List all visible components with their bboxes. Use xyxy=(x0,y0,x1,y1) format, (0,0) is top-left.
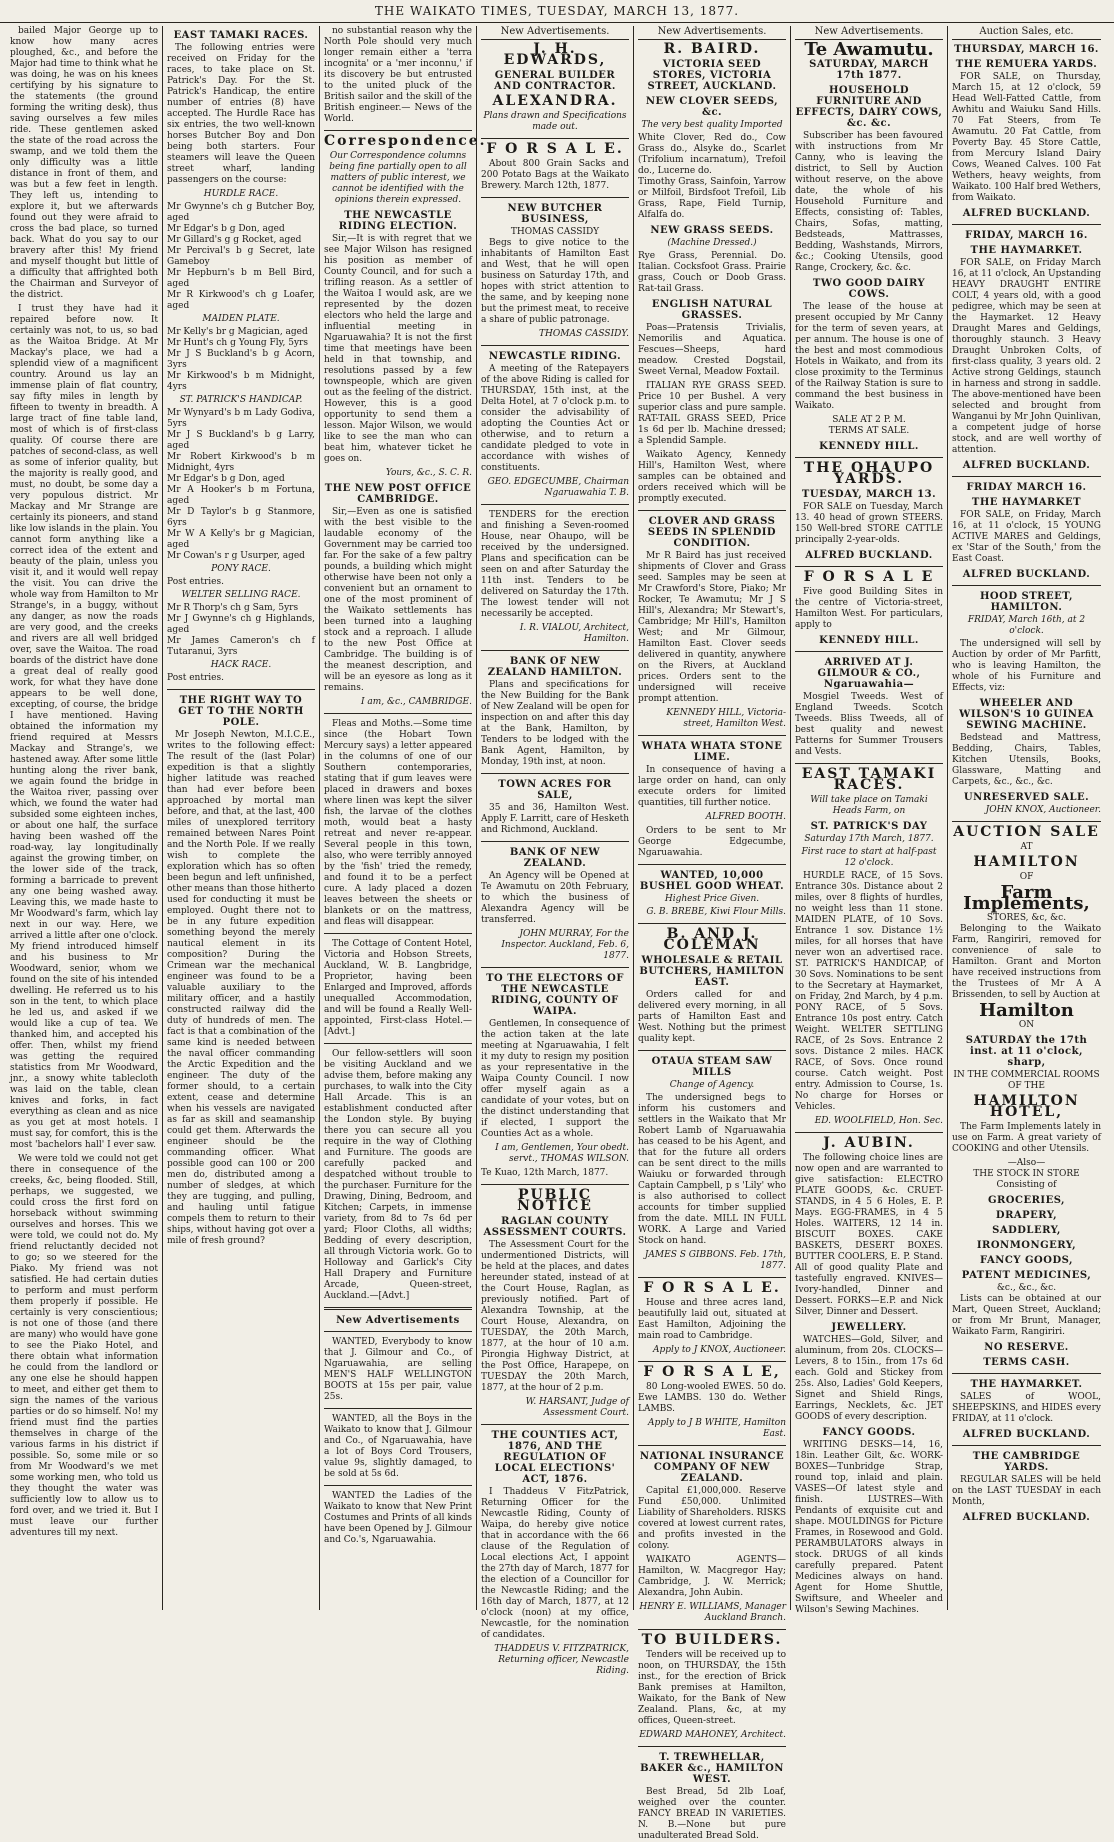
advert-title: HOOD STREET, HAMILTON. xyxy=(979,591,1074,613)
advert-title: F O R S A L E. xyxy=(486,141,624,157)
race-heading: WELTER SELLING RACE. xyxy=(181,590,301,600)
advert-text: House and three acres land, beautifully laid out, situated at East Hamilton, Adjoining the main road to Cambridge. xyxy=(638,1298,786,1341)
advert-signature: G. B. BREBE, Kiwi Flour Mills. xyxy=(646,907,786,917)
advert-signature: GEO. EDGECUMBE, Chairman Ngaruawahia T. B. xyxy=(487,477,629,498)
advert-title: THE COUNTIES ACT, 1876, AND THE REGULATION OF LOCAL ELECTIONS' ACT, 1876. xyxy=(491,1430,619,1485)
entry: Mr Kirkwood's b m Midnight, 4yrs xyxy=(167,371,315,392)
advert-note: Plans drawn and Specifications made out. xyxy=(483,111,627,132)
advert-signature: ED. WOOLFIELD, Hon. Sec. xyxy=(814,1116,943,1126)
column-heading: New Advertisements. xyxy=(481,26,629,40)
entry: Mr D Taylor's b g Stanmore, 6yrs xyxy=(167,507,315,528)
advert-title: PUBLIC NOTICE xyxy=(517,1187,593,1214)
advert-note: SALE AT 2 P. M. xyxy=(832,415,906,425)
advert-place: Hamilton xyxy=(979,1000,1074,1021)
advert-note: Highest Price Given. xyxy=(664,894,760,904)
article-text: Fleas and Moths.—Some time since (the Hobart Town Mercury says) a letter appeared in the columns of one of our Southern contemporaries, stating that if gum leaves were placed in drawers and boxes where linen was kept the silver fish, the larvae of the clothes moth, would beat a hasty retreat and never re-appear. Several people in this town, also, who were terribly annoyed by the 'fish' tried the remedy, and found it to be a perfect cure. A lady placed a dozen leaves between the sheets or blankets or on the mattress, and fleas will disappear. xyxy=(324,719,472,927)
advert-subtitle: NEW GRASS SEEDS. xyxy=(650,225,774,236)
advert-text: REGULAR SALES will be held on the LAST TUESDAY in each Month, xyxy=(952,1475,1101,1507)
entry: Mr Hepburn's b m Bell Bird, aged xyxy=(167,268,315,289)
entry: Mr Percival's b g Secret, late Gameboy xyxy=(167,246,315,267)
column-heading: New Advertisements. xyxy=(638,26,786,40)
advert-title: F O R S A L E xyxy=(803,569,935,585)
divider xyxy=(795,651,943,652)
advert-title: BANK OF NEW ZEALAND HAMILTON. xyxy=(487,656,623,678)
advert-note: TERMS CASH. xyxy=(983,1357,1070,1368)
letter-heading: THE NEWCASTLE RIDING ELECTION. xyxy=(338,210,458,232)
advert-subtitle: WHOLESALE & RETAIL BUTCHERS, HAMILTON EAST. xyxy=(639,955,785,988)
divider xyxy=(324,1408,472,1409)
advert-title: THE HAYMARKET xyxy=(971,497,1082,508)
entry: Mr J Gwynne's ch g Highlands, aged xyxy=(167,614,315,635)
advert-text: Begs to give notice to the inhabitants of Hamilton East and West, that he will open business on Saturday 17th, and hopes with strict attention to the same, and by keeping none but the primest meat, to receive a share of public patronage. xyxy=(481,238,629,325)
advert-text: Lists can be obtained at our Mart, Queen Street, Auckland; or from Mr Brunt, Manager, Waikato Farm, Rangiriri. xyxy=(952,1294,1101,1337)
article-heading: EAST TAMAKI RACES. xyxy=(173,30,309,41)
advert-title: AUCTION SALE xyxy=(953,824,1100,840)
stock-item: SADDLERY, xyxy=(992,1225,1061,1236)
race-heading: HURDLE RACE. xyxy=(203,189,279,199)
advert-signature: ALFRED BUCKLAND. xyxy=(962,1429,1091,1440)
divider xyxy=(638,1629,786,1630)
advert-subtitle: RAGLAN COUNTY ASSESSMENT COURTS. xyxy=(483,1216,627,1238)
article-text: Mr Joseph Newton, M.I.C.E., writes to the following effect: The result of the (last Polar) expedition is that a slightly higher latitude was reached than had ever before been approached by mortal man before, and that, at the last, 400 miles of unexplored territory remained between Nares Point and the North Pole. If we really wish to complete the exploration which has so often been begun and left unfinished, other means than those hitherto used for conducting it must be employed. Ought there not to be in any future expedition something beyond the merely nautical element in its composition? During the Crimean war the mechanical engineer was found to be a valuable auxiliary to the military officer, and a hastily constructed railway did the duty of hundreds of men. The fact is that a combination of the same kind is needed between the naval officer commanding the Arctic Expedition and the engineer. The duty of the former should, to a certain extent, cease and determine when his vessels are navigated as far as skill and seamanship could get them. Afterwards the engineer should be the commanding officer. What possible good can 100 or 200 men do, distributed among a number of sledges, at which they are tugging, and pulling, and hauling until fatigue compels them to return to their ships, without having got over a mile of fresh ground? xyxy=(167,730,315,1246)
advert-title: HAMILTON HOTEL, xyxy=(973,1093,1080,1120)
advert-word: ON xyxy=(1018,1020,1035,1030)
divider xyxy=(795,763,943,764)
divider xyxy=(481,504,629,505)
advert-signature: HENRY E. WILLIAMS, Manager Auckland Branch. xyxy=(639,1602,786,1623)
column-2 xyxy=(163,26,320,1610)
advert-date: Te Kuao, 12th March, 1877. xyxy=(481,1168,609,1178)
advert-text: An Agency will be Opened at Te Awamutu on 20th February, to which the business of Alexandra Agency will be transferred. xyxy=(481,871,629,925)
advert-subtitle: ST. PATRICK'S DAY xyxy=(810,821,928,832)
divider xyxy=(952,585,1101,586)
advert-subtitle: GENERAL BUILDER AND CONTRACTOR. xyxy=(494,70,616,92)
entry: Post entries. xyxy=(167,673,224,683)
advert-date: SATURDAY the 17th inst. at 11 o'clock, sharp, xyxy=(965,1035,1088,1068)
divider xyxy=(481,345,629,346)
advert-text: Waikato Agency, Kennedy Hill's, Hamilton West, where samples can be obtained and orders received which will be promptly executed. xyxy=(638,450,786,504)
entry-list xyxy=(167,408,315,562)
divider xyxy=(638,1277,786,1278)
article-text: The following entries were received on Friday for the races, to take place on St. Patrick's Day. For the St. Patrick's Handicap, the entire number of entries (8) have accepted. The Hurdle Race has six entries, the two well-known horses Butcher Boy and Don being both starters. Four steamers will leave the Queen street wharf, landing passengers on the course: xyxy=(167,43,315,185)
advert-subtitle: VICTORIA SEED STORES, VICTORIA STREET, AUCKLAND. xyxy=(647,59,777,92)
advert-text: The undersigned begs to inform his customers and settlers in the Waikato that Mr Robert Lamb of Ngaruawahia has ceased to be his Agent, and that for the future all orders can be sent direct to the mills Waiuku or forwarded through Captain Campbell, p s 'Lily' who is also authorised to collect accounts for timber supplied from the date. MILL IN FULL WORK. A Large and Varied Stock on hand. xyxy=(638,1093,786,1246)
advert-text: The Farm Implements lately in use on Farm. A great variety of COOKING and other Utensils. xyxy=(952,1122,1101,1154)
columns xyxy=(6,26,1108,1841)
advert-word: —Also— xyxy=(1007,1158,1046,1168)
divider xyxy=(638,864,786,865)
advert-text: WAIKATO AGENTS— Hamilton, W. Macgregor Hay; Cambridge, J. W. Merrick; Alexandra, John Aubin. xyxy=(638,1555,786,1598)
advert-subtitle: WHEELER AND WILSON'S 10 GUINEA SEWING MACHINE. xyxy=(959,698,1094,731)
advert-date: FRIDAY, MARCH 16. xyxy=(965,230,1088,241)
advert-date: Saturday 17th March, 1877. xyxy=(804,834,934,844)
advert-text: ITALIAN RYE GRASS SEED. Price 10 per Bushel. A very superior class and pure sample. RAT-TAIL GRASS SEED, Price 1s 6d per lb. Machine dressed; a Splendid Sample. xyxy=(638,381,786,446)
divider xyxy=(324,933,472,934)
entry: Mr Gwynne's ch g Butcher Boy, aged xyxy=(167,202,315,223)
divider xyxy=(638,510,786,511)
advert-subtitle: NEW CLOVER SEEDS, &c. xyxy=(645,96,779,118)
advert-signature: ALFRED BUCKLAND. xyxy=(805,550,933,561)
advert-signature: Apply to J B WHITE, Hamilton East. xyxy=(648,1418,786,1439)
column-heading: Auction Sales, etc. xyxy=(952,26,1101,40)
race-heading: MAIDEN PLATE. xyxy=(202,314,280,324)
advert-title: F O R S A L E. xyxy=(643,1280,781,1296)
advert-signature: ALFRED BUCKLAND. xyxy=(962,208,1091,219)
advert-title: THE REMUERA YARDS. xyxy=(955,59,1098,70)
article-text: no substantial reason why the North Pole should very much longer remain either a 'terra incognita' or a 'mer inconnu,' if its discovery be but entrusted to the united pluck of the British sailor and the skill of the British engineer.— News of the World. xyxy=(324,26,472,124)
advert-text: Best Bread, 5d 2lb Loaf, weighed over the counter. FANCY BREAD IN VARIETIES. N. B.—None but pure unadulterated Bread Sold. xyxy=(638,1787,786,1841)
entry: Post entries. xyxy=(167,577,224,587)
advert-text: Belonging to the Waikato Farm, Rangiriri, removed for convenience of sale to Hamilton. Grant and Morton have received instructions from the Trustees of Mr A A Brissenden, to sell by Auction at xyxy=(952,924,1101,1000)
advert-title: J. H. EDWARDS, xyxy=(503,41,607,68)
advert-text: WRITING DESKS—14, 16, 18in. Leather Gilt, &c. WORK-BOXES—Tunbridge Strap, round top, inlaid and plain. VASES—Of latest style and finish. LUSTRES—With Pendants of exquisite cut and shape. MOULDINGS for Picture Frames, in Rosewood and Gold. PERAMBULATORS always in stock. DRUGS of all kinds carefully prepared. Patent Medicines always on hand. Agent for Home Shuttle, Swiftsure, and Wheeler and Wilson's Sewing Machines. xyxy=(795,1440,943,1615)
advert-title: THE CAMBRIDGE YARDS. xyxy=(972,1451,1081,1473)
advert-date: FRIDAY MARCH 16. xyxy=(966,482,1087,493)
entry: Mr R Thorp's ch g Sam, 5yrs xyxy=(167,603,299,613)
divider xyxy=(481,841,629,842)
entry-list xyxy=(167,603,315,658)
advert-note: IN THE COMMERCIAL ROOMS OF THE xyxy=(953,1070,1100,1091)
divider xyxy=(795,457,943,458)
divider xyxy=(952,1445,1101,1446)
race-heading: HACK RACE. xyxy=(210,660,272,670)
advert-text: Gentlemen, In consequence of the action taken at the late meeting at Ngaruawahia, I felt it my duty to resign my position as your representative in the Waipa County Council. I now offer myself again as a candidate of your votes, but on the distinct understanding that if elected, I support the Counties Act as a whole. xyxy=(481,1019,629,1139)
divider xyxy=(638,1746,786,1747)
article-text: bailed Major George up to know how many acres ploughed, &c., and before the Major had time to think what he was doing, he was on his knees certifying by his signature to the statements (the ground forming the writing desk), thus saving ourselves a few miles ride. These gentlemen asked the state of the road across the swamp, and we told them the only difficulty was a little distance in front of them, and was but a few feet in length. They left us, intending to explore it, but we afterwards found out they were afraid to cross the bad place, so turned back. What do you say to our bravery after this! My friend and myself thought but little of a difficulty that affrighted both the Chairman and Surveyor of the district. xyxy=(10,26,158,300)
seed-list: Timothy Grass, Sainfoin, Yarrow or Milfoil, Birdsfoot Trefoil, Lib Grass, Rape, Field Turnip, Alfalfa do. xyxy=(638,177,786,220)
advert-signature: THADDEUS V. FITZPATRICK, Returning officer, Newcastle Riding. xyxy=(494,1644,629,1676)
advert-signature: I. R. VIALOU, Architect, Hamilton. xyxy=(519,623,629,644)
advert-text: 80 Long-wooled EWES. 50 do. Ewe LAMBS. 130 do. Wether LAMBS. xyxy=(638,1382,786,1414)
advert-date: SATURDAY, MARCH 17th 1877. xyxy=(809,59,929,81)
entry: Mr J S Buckland's b g Larry, aged xyxy=(167,430,315,451)
advert-text: WANTED, Everybody to know that J. Gilmour and Co., of Ngaruawahia, are selling MEN'S HALF WELLINGTON BOOTS at 15s per pair, value 25s. xyxy=(324,1337,472,1402)
advert-text: Subscriber has been favoured with instructions from Mr Canny, who is leaving the district, to Sell by Auction without reserve, on the above date, the whole of his Household Furniture and Effects, consisting of: Tables, Chairs, Sofas, matting, Bedsteads, Mattrasses, Bedding, Washstands, Mirrors, &c.; Cooking Utensils, good Range, Crockery, &c. &c. xyxy=(795,131,943,273)
advert-title: THE OHAUPO YARDS. xyxy=(803,460,935,487)
advert-text: FOR SALE, on Friday, March 16, at 11 o'clock, 15 YOUNG ACTIVE MARES and Geldings, ex 'Star of the South,' from the East Coast. xyxy=(952,510,1101,564)
advert-text: Five good Building Sites in the centre of Victoria-street, Hamilton West. For particulars, apply to xyxy=(795,587,943,630)
advert-text: FOR SALE, on Friday March 16, at 11 o'clock, An Upstanding HEAVY DRAUGHT ENTIRE COLT, 4 years old, with a good pedigree, which may be seen at the Haymarket. 12 Heavy Draught Mares and Geldings, thoroughly staunch. 3 Heavy Draught Unbroken Colts, of first-class quality, 3 years old. 2 Active strong Geldings, staunch in harness and strong in saddle. The above-mentioned have been selected and brought from Wanganui by Mr John Quinlivan, a competent judge of horse stock, and are well worthy of attention. xyxy=(952,258,1101,455)
advert-title: THE HAYMARKET. xyxy=(970,1379,1083,1390)
advert-name: THOMAS CASSIDY xyxy=(510,227,600,237)
divider xyxy=(324,1043,472,1044)
advert-signature: KENNEDY HILL. xyxy=(819,635,919,646)
advert-note: TERMS AT SALE. xyxy=(828,426,910,436)
advert-text: The undersigned will sell by Auction by order of Mr Parfitt, who is leaving Hamilton, the whole of his Furniture and Effects, viz: xyxy=(952,639,1101,693)
advert-text: TENDERS for the erection and finishing a Seven-roomed House, near Ohaupo, will be received by the undersigned. Plans and specification can be seen on and after Saturday the 11th inst. Tenders to be delivered on Saturday the 17th. The lowest tender will not necessarily be accepted. xyxy=(481,510,629,619)
letter-signature: I am, &c., CAMBRIDGE. xyxy=(360,697,472,707)
advert-signature: ALFRED BUCKLAND. xyxy=(962,460,1091,471)
advert-date: THURSDAY, MARCH 16. xyxy=(954,44,1099,55)
divider xyxy=(324,1307,472,1310)
divider xyxy=(481,197,629,198)
advert-note: Change of Agency. xyxy=(669,1080,755,1090)
advert-text: About 800 Grain Sacks and 200 Potato Bags at the Waikato Brewery. March 12th, 1877. xyxy=(481,159,629,191)
stock-item: GROCERIES, xyxy=(987,1195,1066,1206)
divider xyxy=(481,650,629,651)
advert-text: Poas—Pratensis Trivialis, Nemorilis and Aquatica. Fescues—Sheeps, hard meadow. Crested Dogstail, Sweet Vernal, Meadow Foxtail. xyxy=(638,323,786,377)
advert-signature: KENNEDY HILL. xyxy=(819,441,919,452)
advert-text: Tenders will be received up to noon, on THURSDAY, the 15th inst., for the erection of Brick Bank premises at Hamilton, Waikato, for the Bank of New Zealand. Plans, &c, at my offices, Queen-street. xyxy=(638,1650,786,1726)
stock-item: IRONMONGERY, xyxy=(976,1240,1077,1251)
entry: Mr Wynyard's b m Lady Godiva, 5yrs xyxy=(167,408,315,429)
divider xyxy=(481,1424,629,1425)
advert-signature: KENNEDY HILL, Victoria-street, Hamilton West. xyxy=(666,708,786,729)
advert-subtitle: FANCY GOODS. xyxy=(822,1427,916,1438)
article-heading: THE RIGHT WAY TO GET TO THE NORTH POLE. xyxy=(178,695,304,728)
advert-word: OF xyxy=(1019,872,1034,882)
advert-date: FRIDAY, March 16th, at 2 o'clock. xyxy=(967,615,1086,636)
column-6 xyxy=(791,26,948,1615)
advert-title: F O R S A L E, xyxy=(643,1364,781,1380)
divider xyxy=(952,1373,1101,1374)
article-text: The Cottage of Content Hotel, Victoria and Hobson Streets, Auckland, W. B. Langbridge, Proprietor, having been Enlarged and Improved, affords unequalled Accommodation, and will be found a Really Well-appointed, First-class Hotel.—[Advt.] xyxy=(324,939,472,1037)
advert-signature: Apply to J KNOX, Auctioneer. xyxy=(652,1345,786,1355)
advert-title: WHATA WHATA STONE LIME. xyxy=(641,741,783,763)
entry: Mr R Kirkwood's ch g Loafer, aged xyxy=(167,290,315,311)
entry: Mr Edgar's b g Don, aged xyxy=(167,224,285,234)
advert-subtitle: STORES, &c, &c. xyxy=(986,913,1067,923)
advert-signature: ALFRED BUCKLAND. xyxy=(962,1512,1091,1523)
entry: Mr Gillard's g g Rocket, aged xyxy=(167,235,302,245)
advert-text: FOR SALE, on Thursday, March 15, at 12 o'clock, 59 Head Well-Fatted Cattle, from Awhitu and Waiuku Sand Hills. 70 Fat Steers, from Te Awamutu. 20 Fat Cattle, from Poverty Bay. 45 Store Cattle, from Mercury Island Dairy Cows, Weaned Calves. 100 Fat Wethers, heavy weights, from Waikato. 100 Half bred Wethers, from Waikato. xyxy=(952,72,1101,203)
divider xyxy=(795,1132,943,1133)
divider xyxy=(952,224,1101,225)
advert-note: (Machine Dressed.) xyxy=(667,238,757,248)
advert-text: The lease of the house at present occupied by Mr Canny for the term of seven years, at per annum. The house is one of the best and most commodious Hotels in Waikato, and from its close proximity to the Terminus of the Railway Station is sure to command the best business in Waikato. xyxy=(795,302,943,411)
advert-text: FOR SALE on Tuesday, March 13. 40 head of grown STEERS. 150 Well-bred STORE CATTLE principally 2-year-olds. xyxy=(795,502,943,545)
advert-title: WANTED, 10,000 BUSHEL GOOD WHEAT. xyxy=(639,870,785,892)
section-note: Our Correspondence columns being fine partially open to all matters of public interest, we cannot be identified with the opinions therein expressed. xyxy=(329,151,467,205)
entry: Mr A Hooker's b m Fortuna, aged xyxy=(167,485,315,506)
advert-note: The very best quality Imported xyxy=(641,120,783,130)
advert-subtitle: HOUSEHOLD FURNITURE AND EFFECTS, DAIRY COWS, &c. &c. xyxy=(795,85,943,129)
advert-text: Orders to be sent to Mr George Edgecumbe, Ngaruawahia. xyxy=(638,826,786,858)
advert-text: Capital £1,000,000. Reserve Fund £50,000. Unlimited Liability of Shareholders. RISKS covered at lowest current rates, and profits invested in the colony. xyxy=(638,1486,786,1551)
column-4 xyxy=(477,26,634,1676)
advert-title: BANK OF NEW ZEALAND. xyxy=(509,847,601,869)
advert-date: TUESDAY, MARCH 13. xyxy=(801,489,937,500)
advert-subtitle: ENGLISH NATURAL GRASSES. xyxy=(651,299,773,321)
advert-text: SALES of WOOL, SHEEPSKINS, and HIDES every FRIDAY, at 11 o'clock. xyxy=(952,1392,1101,1424)
advert-text: The Assessment Court for the undermentioned Districts, will be held at the places, and dates hereunder stated, instead of at the Court House, Raglan, as previously notified. Part of Alexandra Township, at the Court House, Alexandra, on TUESDAY, the 20th March, 1877, at the hour of 10 a.m. Pirongia Highway District, at the Post Office, Harapepe, on TUESDAY the 20th March, 1877, at the hour of 2 p.m. xyxy=(481,1240,629,1393)
divider xyxy=(324,1485,472,1486)
advert-title: NEWCASTLE RIDING. xyxy=(488,351,622,362)
divider xyxy=(638,1050,786,1051)
advert-word: AT xyxy=(1020,842,1033,852)
advert-text: I Thaddeus V FitzPatrick, Returning Officer for the Newcastle Riding, County of Waipa, do hereby give notice that in accordance with the 66 clause of the Regulation of Local elections Act, I appoint the 27th day of March, 1877 for the election of a Councillor for the Newcastle Riding; and the 16th day of March, 1877, at 12 o'clock (noon) at my office, Newcastle, for the nomination of candidates. xyxy=(481,1487,629,1640)
column-7 xyxy=(948,26,1105,1610)
divider xyxy=(324,713,472,714)
advert-title: B. AND J. COLEMAN xyxy=(663,926,761,953)
letter-heading: THE NEW POST OFFICE CAMBRIDGE. xyxy=(324,483,472,505)
entry: Mr Edgar's b g Don, aged xyxy=(167,474,285,484)
letter-text: Sir,—It is with regret that we see Major Wilson has resigned his position as member of County Council, and for such a trifling reason. As a settler of the Waitoa I would ask, are we represented by the dozen electors who held the large and influential meeting in Ngaruawahia? It is not the first time that meetings have been held in that township, and resolutions passed by a few townspeople, which are given out as the feeling of the district. However, this is a good opportunity to send them a lesson. Major Wilson, we would like to see the man who can beat him, whatever ticket he goes on. xyxy=(324,234,472,464)
advert-place: HAMILTON xyxy=(973,854,1080,870)
divider xyxy=(324,1331,472,1332)
letter-text: Sir,—Even as one is satisfied with the best visible to the laudable economy of the Government may be carried too far. For the sake of a few paltry pounds, a building which might otherwise have been not only a convenient but an ornament to one of the most prominent of the Waikato settlements has been turned into a laughing stock and a reproach. I allude to the new Post Office at Cambridge. The building is of the meanest description, and will be an eyesore as long as it remains. xyxy=(324,507,472,693)
advert-text: 35 and 36, Hamilton West. Apply F. Larritt, care of Hesketh and Richmond, Auckland. xyxy=(481,803,629,835)
entry-list xyxy=(167,202,315,312)
seed-list: Rye Grass, Perennial. Do. Italian. Cocksfoot Grass. Prairie grass, Couch or Doob Grass. Rat-tail Grass. xyxy=(638,251,786,294)
advert-title: TOWN ACRES FOR SALE, xyxy=(498,779,612,801)
stock-item: PATENT MEDICINES, xyxy=(961,1270,1092,1281)
advert-signature: W. HARSANT, Judge of Assessment Court. xyxy=(525,1397,629,1418)
advert-title: NATIONAL INSURANCE COMPANY OF NEW ZEALAND. xyxy=(639,1451,785,1484)
advert-signature: ALFRED BOOTH. xyxy=(705,812,786,822)
column-heading: New Advertisements. xyxy=(795,26,943,40)
column-5 xyxy=(634,26,791,1841)
advert-title: NEW BUTCHER BUSINESS, xyxy=(507,203,603,225)
advert-text: A meeting of the Ratepayers of the above Riding is called for THURSDAY, 15th inst, at the Delta Hotel, at 7 o'clock p.m. to consider the advisability of adopting the Counties Act or otherwise, and to return a candidate pledged to vote in accordance with wishes of constituents. xyxy=(481,364,629,473)
advert-title: OTAUA STEAM SAW MILLS xyxy=(651,1056,773,1078)
entry: Mr Cowan's r g Usurper, aged xyxy=(167,551,305,561)
divider xyxy=(638,1445,786,1446)
advert-signature: JOHN KNOX, Auctioneer. xyxy=(985,805,1101,815)
divider xyxy=(167,689,315,690)
divider xyxy=(481,773,629,774)
advert-text: Orders called for and delivered every morning, in all parts of Hamilton East and West. Nothing but the primest quality kept. xyxy=(638,990,786,1044)
advert-title: TO BUILDERS. xyxy=(641,1632,783,1648)
race-heading: PONY RACE. xyxy=(211,564,271,574)
article-text: Our fellow-settlers will soon be visiting Auckland and we advise them, before making any purchases, to walk into the City Hall Arcade. This is an establishment conducted after the London style. By buying there you can secure all you require in the way of Clothing and Furniture. The goods are carefully packed and despatched without trouble to the purchaser. Furniture for the Drawing, Dining, Bedroom, and Kitchen; Carpets, in immense variety, from 8d to 7s 6d per yard; Floor Cloths, all widths; Bedding of every description, all through Victoria work. Go to Holloway and Garlick's City Hall Drapery and Furniture Arcade, Queen-street, Auckland.—[Advt.] xyxy=(324,1049,472,1301)
entry: Mr J S Buckland's b g Acorn, 3yrs xyxy=(167,349,315,370)
advert-text: In consequence of having a large order on hand, can only execute orders for limited quantities, till further notice. xyxy=(638,765,786,808)
advert-text: Mr R Baird has just received shipments of Clover and Grass seed. Samples may be seen at Mr Crawford's Store, Piako; Mr Rocker, Te Awamutu; Mr J S Hill's, Alexandra; Mr Stewart's, Cambridge; Mr Hill's, Hamilton West; and Mr Gilmour, Hamilton East. Clover seeds delivered in quantity, anywhere on the Rivers, at Auckland prices. Orders sent to the undersigned will receive prompt attention. xyxy=(638,551,786,704)
advert-text: Bedstead and Mattress, Bedding, Chairs, Tables, Kitchen Utensils, Books, Glassware, Matting and Carpets, &c., &c., &c. xyxy=(952,733,1101,787)
stock-item: FANCY GOODS, xyxy=(980,1255,1073,1266)
advert-text: HURDLE RACE, of 15 Sovs. Entrance 30s. Distance about 2 miles, over 8 flights of hurdles, no weight less than 11 stone. MAIDEN PLATE, of 10 Sovs. Entrance 1 sov. Distance 1½ miles, for all horses that have never won an advertised race. ST. PATRICK'S HANDICAP, of 30 Sovs. Nominations to be sent to the Secretary at Haymarket, on Friday, 2nd March, by 4 p.m. PONY RACE, of 5 Sovs. Entrance 10s post entry. Catch Weight. WELTER SETTLING RACE, of 2s Sovs. Entrance 2 sovs. Distance 2 miles. HACK RACE, of Sovs. Once round course. Catch weight. Post entry. Admission to Course, 1s. No charge for Horses or Vehicles. xyxy=(795,871,943,1112)
entry: Mr Kelly's br g Magician, aged xyxy=(167,327,308,337)
divider xyxy=(481,138,629,139)
advert-place: ALEXANDRA. xyxy=(492,93,618,109)
article-text: We were told we could not get there in consequence of the creeks, &c, being flooded. Still, perhaps, we suggested, we could cross the first ford on horseback without swimming ourselves and horses. This we were told, we could not do. My friend reluctantly decided not to go; so we steered for the Piako. My friend was not satisfied. He had certain duties to perform and must perform them properly if possible. He certainly is very conscientious; is not one of those (and there are many) who would have gone to see the Piako Hotel, and there obtain what information he could from the landlord or any one else he should happen to meet, and either get them to sign the names of the various parties or do so himself. No! my friend must find the parties themselves in charge of the various farms in his district if possible. So, some mile or so from Mr Woodward's we met some working men, who told us they thought the water was sufficiently low to allow us to ford over, and we tried it. But I must leave our further adventures till my next. xyxy=(10,1154,158,1538)
advert-signature: THOMAS CASSIDY. xyxy=(539,329,629,339)
advert-word: &c., &c., &c. xyxy=(996,1283,1057,1293)
advert-note: Will take place on Tamaki Heads Farm, on xyxy=(810,795,928,816)
entry: Mr Robert Kirkwood's b m Midnight, 4yrs xyxy=(167,452,315,473)
column-1 xyxy=(6,26,163,1610)
advert-note: UNRESERVED SALE. xyxy=(963,792,1090,803)
letter-signature: Yours, &c., S. C. R. xyxy=(385,468,472,478)
advert-signature: EDWARD MAHONEY, Architect. xyxy=(639,1730,786,1740)
advert-title: Te Awamutu. xyxy=(804,39,934,60)
advert-title: ARRIVED AT J. GILMOUR & CO., Ngaruawahia— xyxy=(817,657,921,690)
advert-text: WANTED, all the Boys in the Waikato to know that J. Gilmour and Co., of Ngaruawahia, have a lot of Boys Cord Trousers, value 9s, slightly damaged, to be sold at 5s 6d. xyxy=(324,1414,472,1479)
column-3 xyxy=(320,26,487,1610)
advert-text: WANTED the Ladies of the Waikato to know that New Print Costumes and Prints of all kinds have been Opened by J. Gilmour and Co.'s, Ngaruawahia. xyxy=(324,1491,472,1545)
advert-note: First race to start at half-past 12 o'clock. xyxy=(801,847,937,868)
advert-signature: ALFRED BUCKLAND. xyxy=(962,569,1091,580)
divider xyxy=(481,1184,629,1185)
seed-list: White Clover, Red do., Cow Grass do., Alsyke do., Scarlet (Trifolium incarnatum), Trefoil do., Lucerne do. xyxy=(638,133,786,176)
race-heading: ST. PATRICK'S HANDICAP. xyxy=(179,395,303,405)
masthead: THE WAIKATO TIMES, TUESDAY, MARCH 13, 1877. xyxy=(0,0,1114,23)
divider xyxy=(795,566,943,567)
advert-title: R. BAIRD. xyxy=(663,41,761,57)
entry: Mr W A Kelly's br g Magician, aged xyxy=(167,529,315,550)
advert-note: NO RESERVE. xyxy=(984,1342,1069,1353)
article-text: I trust they have had it repaired before now. It certainly was not, to us, so bad as the Waitoa Bridge. At Mr Mackay's place, we had a splendid view of a magnificent country. Around us lay an immense plain of flat country, say fifty miles in length by fifteen to twenty in breadth. A large tract of fine table land, most of which is of first-class quality. Of course there are patches of second-class, as well as some of inferior quality, but the majority is really good, and must, no doubt, be some day a very populous district. Mr Mackay and Mr Strange are certainly its pioneers, and stand like low islands in the plain. You cannot form anything like a correct idea of the extent and beauty of the plain, unless you visit it, and it would well repay the visit. You can drive the whole way from Hamilton to Mr Strange's, in a buggy, without any danger, as now the roads are very good, and the creeks and rivers are all well bridged over, save the Waitoa. The road boards of the district have done a great deal of really good work, for what they have done appears to be well done, excepting, of course, the bridge I have mentioned. Having obtained the information my friend required at Messrs Mackay and Strange's, we hastened away. After some little hunting along the river bank, we again found the bridge in the Waitoa river, passing over which, we found the water had subsided some eighteen inches, or about one half, the surface having been washed off the road-way, lay longitudinally against the growing timber, on the lower side of the track, forming a barricade to prevent any one being washed away. Leaving this, we made haste to Mr Woodward's farm, which lay next in our way. Here, we arrived a little after one o'clock. My friend introduced himself and his business to Mr Woodward, senior, whom we found on the site of his intended dwelling. He referred us to his son in the tent, to which place he led us, and asked if we would like a cup of tea. We thanked him, and accepted his offer. Then, whilst my friend was getting the required statistics from Mr Woodward, jnr., a snowy white tablecloth was laid on the table, clean knives and forks, in fact everything as clean and as nice as you get at most hotels. I must say, for comfort, this is the most 'bachelors hall' I ever saw. xyxy=(10,304,158,1150)
stock-item: DRAPERY, xyxy=(995,1210,1058,1221)
advert-title: EAST TAMAKI RACES. xyxy=(801,766,937,793)
section-heading: Correspondence. xyxy=(324,133,487,149)
advert-text: Mosgiel Tweeds. West of England Tweeds. Scotch Tweeds. Bliss Tweeds, all of best quality and newest Patterns for Summer Trousers and Vests. xyxy=(795,692,943,757)
divider xyxy=(324,130,472,131)
advert-signature: JAMES S GIBBONS. Feb. 17th, 1877. xyxy=(644,1250,786,1271)
divider xyxy=(638,735,786,736)
divider xyxy=(952,821,1101,822)
advert-text: Plans and specifications for the New Building for the Bank of New Zealand will be open for inspection on and after this day at the Bank, Hamilton, by Tenders to be lodged with the Bank Agent, Hamilton, by Monday, 19th inst, at noon. xyxy=(481,680,629,767)
divider xyxy=(638,1361,786,1362)
advert-subtitle: JEWELLERY. xyxy=(831,1322,907,1333)
advert-title: J. AUBIN. xyxy=(823,1135,915,1151)
advert-title: Farm Implements, xyxy=(963,882,1090,914)
entry: Mr James Cameron's ch f Tutaranui, 3yrs xyxy=(167,636,315,657)
advert-subtitle: TWO GOOD DAIRY COWS. xyxy=(812,278,926,300)
advert-title: THE HAYMARKET. xyxy=(970,245,1083,256)
entry: Mr Hunt's ch g Young Fly, 5yrs xyxy=(167,338,308,348)
divider xyxy=(638,923,786,924)
advert-signature: I am, Gentlemen, Your obedt. servt., THOMAS WILSON. xyxy=(495,1143,629,1164)
advert-note: THE STOCK IN STORE Consisting of xyxy=(973,1169,1080,1190)
advert-title: TO THE ELECTORS OF THE NEWCASTLE RIDING, COUNTY OF WAIPA. xyxy=(486,973,624,1017)
advert-signature: JOHN MURRAY, For the Inspector. Auckland, Feb. 6, 1877. xyxy=(501,929,629,961)
divider xyxy=(481,967,629,968)
advert-text: The following choice lines are now open and are warranted to give satisfaction: ELECTRO PLATE GOODS, &c. CRUET-STANDS, in 4 5 6 Holes, E. P. Mays. EGG-FRAMES, in 4 5 Holes. WAITERS, 12 14 in. BISCUIT BOXES. CAKE BASKETS, DESERT BOXES. BUTTER COOLERS, E. P. Stand. All of good quality Plate and tastefully engraved. KNIVES—Ivory-handled, Dinner and Dessert. FORKS—E.P. and Nick Silver, Dinner and Dessert. xyxy=(795,1153,943,1317)
divider xyxy=(952,476,1101,477)
advert-text: WATCHES—Gold, Silver, and aluminum, from 20s. CLOCKS—Levers, 8 to 15in., from 17s 6d each. Gold and Stickey from 25s. Also, Ladies' Gold Keepers, Signet and Shield Rings, Earrings, Necklets, &c. JET GOODS of every description. xyxy=(795,1335,943,1422)
entry-list xyxy=(167,327,315,393)
advert-title: CLOVER AND GRASS SEEDS IN SPLENDID CONDITION. xyxy=(647,516,777,549)
advert-title: T. TREWHELLAR, BAKER &c., HAMILTON WEST. xyxy=(640,1752,784,1785)
section-heading: New Advertisements xyxy=(336,1315,460,1326)
